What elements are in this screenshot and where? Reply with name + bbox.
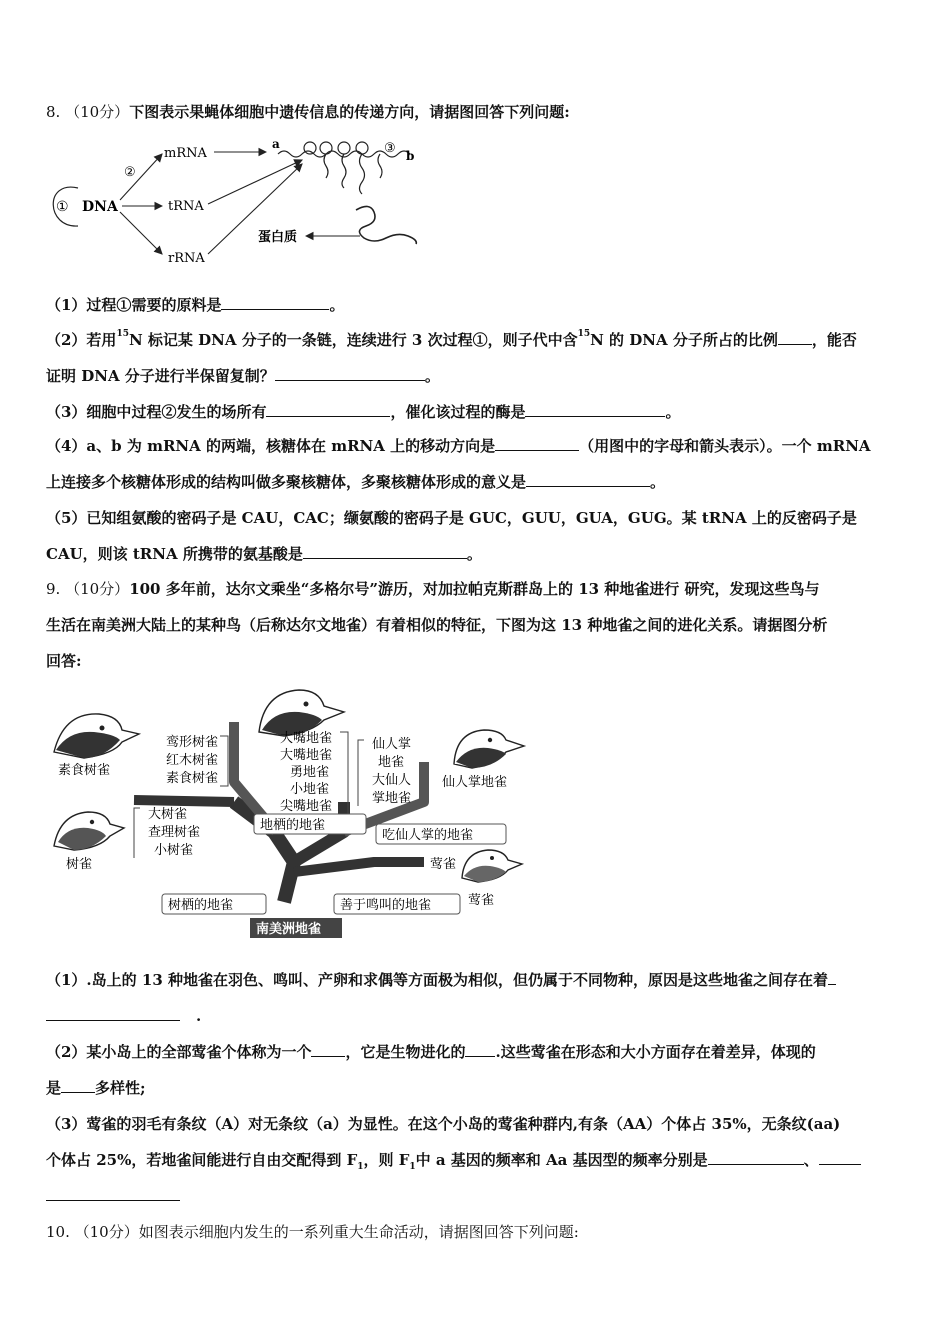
answer-blank (819, 1150, 861, 1165)
q9-part2-text-b: ，它是生物进化的 (345, 1043, 466, 1061)
q8-part4-text-b: （用图中的字母和箭头表示）。一个 mRNA (579, 437, 871, 455)
q9-part2-text-c: .这些莺雀在形态和大小方面存在着差异，体现的 (495, 1043, 816, 1061)
q8-part3-end: 。 (665, 403, 681, 421)
finch-name: 大树雀 (148, 807, 188, 822)
ribosome (356, 142, 368, 154)
q8-part5-cont (46, 544, 908, 564)
q9-part3-text-d: 中 a 基因的频率和 Aa 基因型的频率分别是 (415, 1151, 708, 1169)
q9-part2-text-d: 是 (46, 1079, 62, 1097)
q8-part4-text-a: （4）a、b 为 mRNA 的两端，核糖体在 mRNA 上的移动方向是 (46, 437, 496, 455)
q8-part5-text-b: CAU，则该 tRNA 所携带的氨基酸是 (46, 545, 303, 563)
q8-part4 (46, 436, 908, 456)
peptide-chain (360, 154, 365, 194)
q8-part3-text-a: （3）细胞中过程②发生的场所有 (46, 403, 267, 421)
cactus-finch-bird-icon (454, 730, 524, 768)
peptide-chain (342, 154, 346, 188)
answer-blank (46, 1006, 180, 1021)
isotope-superscript: 15 (577, 329, 591, 339)
answer-blank (708, 1150, 804, 1165)
ribosome (338, 142, 350, 154)
finch-evolution-diagram (44, 682, 534, 944)
answer-blank (526, 472, 650, 487)
q8-part5-end: 。 (466, 545, 482, 563)
answer-blank (828, 970, 836, 985)
cactus-finch-label: 吃仙人掌的地雀 (382, 828, 474, 843)
q9-stem-line2: 生活在南美洲大陆上的某种鸟（后称达尔文地雀）有着相似的特征，下图为这 13 种地雀之间的进化关系。请据图分析 (46, 616, 828, 634)
q8-part2 (46, 330, 908, 350)
veg-finch-caption: 素食树雀 (58, 763, 111, 778)
answer-blank (465, 1042, 495, 1057)
q10-stem (46, 1222, 908, 1242)
end-b-label: b (406, 149, 415, 163)
finch-name: 查理树雀 (148, 825, 201, 840)
answer-blank (275, 366, 425, 381)
subscript: 1 (409, 1162, 416, 1172)
q8-part1-end: 。 (329, 296, 345, 314)
finch-name: 大仙人 (372, 773, 412, 788)
ground-finch-bird-icon (259, 690, 344, 736)
ground-finch-label: 地栖的地雀 (260, 818, 326, 833)
q8-score: （10分） (65, 103, 130, 121)
peptide-chain (378, 154, 382, 178)
bracket (340, 732, 348, 814)
dna-label: DNA (82, 199, 118, 215)
warbler-finch-caption: 莺雀 (468, 893, 495, 908)
answer-blank (221, 295, 329, 310)
finch-name: 素食树雀 (166, 771, 219, 786)
q9-part3-text-e: 、 (803, 1151, 819, 1169)
arrow-trna-strand (208, 160, 302, 204)
answer-blank (61, 1078, 95, 1093)
end-a-label: a (272, 137, 280, 151)
ribosome (304, 142, 316, 154)
arrow-to-rrna (120, 212, 162, 254)
q8-part2-cont (46, 366, 908, 386)
q9-stem-text-1: 100 多年前，达尔文乘坐“多格尔号”游历，对加拉帕克斯群岛上的 13 种地雀进行 研究，发现这些鸟与 (129, 580, 820, 598)
answer-blank (266, 402, 390, 417)
q8-part3 (46, 402, 908, 422)
q8-part2-text-a: （2）若用 (46, 331, 117, 349)
tree-finch-bird-icon (54, 812, 124, 850)
q8-part2-text-c: N 的 DNA 分子所占的比例 (590, 331, 778, 349)
tree-finch-caption: 树雀 (66, 857, 93, 872)
q8-part1 (46, 295, 908, 315)
finch-name: 小地雀 (290, 782, 330, 797)
process1-label: ① (56, 199, 69, 215)
bracket (358, 740, 364, 806)
q10-score: （10分） (74, 1223, 139, 1241)
q9-stem-line3: 回答: (46, 652, 82, 670)
q9-part3-text-c: ，则 F (363, 1151, 410, 1169)
answer-blank (525, 402, 665, 417)
q10-stem-text: 如图表示细胞内发生的一系列重大生命活动，请据图回答下列问题: (138, 1223, 579, 1241)
root-label: 南美洲地雀 (256, 922, 322, 937)
q9-part3-cont (46, 1150, 908, 1172)
q8-part4-cont (46, 472, 908, 492)
finch-name: 勇地雀 (290, 765, 330, 780)
q8-part2-text-e: 证明 DNA 分子进行半保留复制？ (46, 367, 275, 385)
answer-blank (778, 330, 812, 345)
bracket (134, 808, 140, 858)
process3-label: ③ (384, 141, 396, 156)
subscript: 1 (357, 1162, 364, 1172)
q9-part3 (46, 1114, 908, 1134)
warbler-finch-bird-icon (462, 850, 522, 882)
cactus-finch-caption: 仙人掌地雀 (442, 775, 508, 790)
ribosome (320, 142, 332, 154)
mrna-label: mRNA (164, 146, 207, 161)
q8-stem (46, 102, 908, 122)
q9-part1 (46, 970, 908, 990)
rrna-label: rRNA (168, 251, 205, 266)
peptide-chain (324, 154, 328, 178)
answer-blank (46, 1186, 180, 1201)
q8-part5 (46, 508, 908, 528)
veg-finch-bird-icon (54, 714, 139, 758)
finch-name: 大嘴地雀 (280, 748, 333, 763)
q9-stem-line1 (46, 579, 908, 599)
q9-part2-text-e: 多样性; (95, 1079, 146, 1097)
finch-name: 大嘴地雀 (280, 731, 333, 746)
branch-warbler (294, 862, 424, 872)
q8-part4-text-c: 上连接多个核糖体形成的结构叫做多聚核糖体，多聚核糖体形成的意义是 (46, 473, 527, 491)
answer-blank (303, 544, 467, 559)
q8-part1-text: （1）过程①需要的原料是 (46, 296, 222, 314)
q8-part2-text-b: N 标记某 DNA 分子的一条链，连续进行 3 次过程①，则子代中含 (128, 331, 578, 349)
q9-part3-text-a: （3）莺雀的羽毛有条纹（A）对无条纹（a）为显性。在这个小岛的莺雀种群内,有条（AA）个体占 35%，无条纹(aa) (46, 1115, 841, 1133)
q9-part1-cont (46, 1006, 908, 1026)
finch-name: 小树雀 (154, 843, 194, 858)
process2-label: ② (124, 165, 136, 180)
warbler-label: 莺雀 (430, 857, 457, 872)
answer-blank (311, 1042, 345, 1057)
protein-chain (356, 206, 416, 244)
q8-number: 8. (46, 103, 61, 121)
q9-part2 (46, 1042, 908, 1062)
q8-part2-end: 。 (424, 367, 440, 385)
finch-name: 尖嘴地雀 (280, 799, 333, 814)
protein-label: 蛋白质 (258, 230, 298, 245)
finch-name: 鸾形树雀 (166, 735, 219, 750)
q8-part2-text-d: ，能否 (811, 331, 857, 349)
q10-number: 10. (46, 1223, 70, 1241)
q8-part5-text-a: （5）已知组氨酸的密码子是 CAU，CAC；缬氨酸的密码子是 GUC，GUU，GUA，GUG。某 tRNA 上的反密码子是 (46, 509, 857, 527)
q8-part3-text-b: ，催化该过程的酶是 (390, 403, 526, 421)
isotope-superscript: 15 (116, 329, 129, 339)
finch-name: 掌地雀 (372, 791, 412, 806)
finch-name: 红木树雀 (166, 753, 219, 768)
answer-blank (495, 436, 579, 451)
q9-part2-cont (46, 1078, 908, 1098)
finch-name: 地雀 (378, 755, 405, 770)
q9-part3-cont2 (46, 1186, 908, 1206)
tree-dwelling-label: 树栖的地雀 (168, 898, 234, 913)
q8-stem-text: 下图表示果蝇体细胞中遗传信息的传递方向，请据图回答下列问题: (129, 103, 570, 121)
trna-label: tRNA (168, 199, 204, 214)
q9-score: （10分） (65, 580, 130, 598)
q8-diagram (44, 130, 424, 270)
q9-number: 9. (46, 580, 61, 598)
q9-part1-end: . (196, 1007, 202, 1025)
branch-tree-finch-end (134, 800, 234, 802)
finch-name: 仙人掌 (372, 737, 412, 752)
q9-part1-text: （1）.岛上的 13 种地雀在羽色、鸣叫、产卵和求偶等方面极为相似，但仍属于不同物种，原因是这些地雀之间存在着 (46, 971, 828, 989)
q8-part4-end: 。 (650, 473, 666, 491)
q9-part2-text-a: （2）某小岛上的全部莺雀个体称为一个 (46, 1043, 312, 1061)
bracket (220, 736, 228, 786)
singing-label: 善于鸣叫的地雀 (340, 898, 432, 913)
q9-part3-text-b: 个体占 25%，若地雀间能进行自由交配得到 F (46, 1151, 358, 1169)
